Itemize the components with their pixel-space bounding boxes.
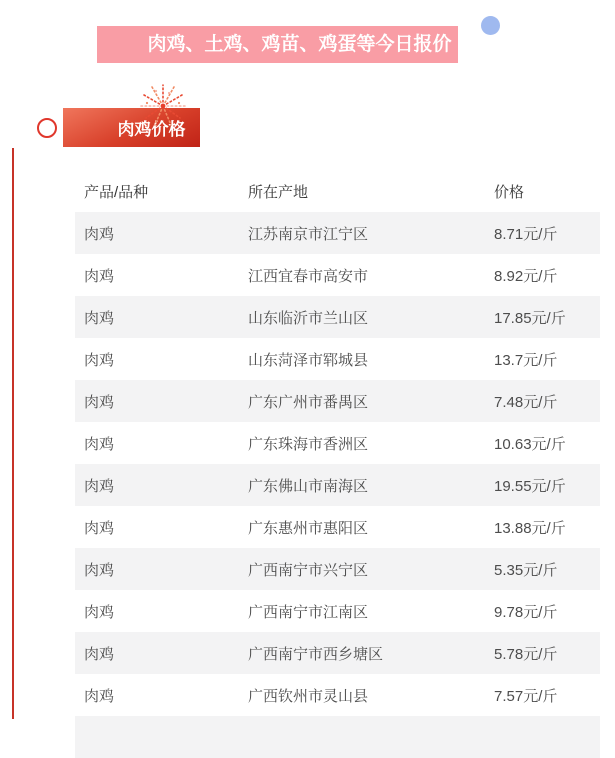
page-title: 肉鸡、土鸡、鸡苗、鸡蛋等今日报价 [147,34,452,55]
price-cell: 5.35元/斤 [494,561,558,579]
table-header-row [75,170,600,212]
table-row [75,422,600,464]
table-row [75,590,600,632]
price-cell: 13.88元/斤 [494,519,566,537]
price-cell: 13.7元/斤 [494,351,558,369]
table-row [75,296,600,338]
red-ring-decoration [37,118,57,138]
product-cell: 肉鸡 [84,393,115,411]
origin-cell: 广东佛山市南海区 [248,477,369,495]
origin-cell: 广西钦州市灵山县 [248,687,369,705]
table-row [75,380,600,422]
price-table [75,170,600,758]
table-row [75,464,600,506]
price-table-body [75,212,600,758]
column-header-product: 产品/品种 [84,183,149,201]
origin-cell: 广西南宁市西乡塘区 [248,645,384,663]
firework-icon [138,81,188,129]
product-cell: 肉鸡 [84,267,115,285]
product-cell: 肉鸡 [84,603,115,621]
origin-cell: 广东珠海市香洲区 [248,435,369,453]
table-row [75,338,600,380]
product-cell: 肉鸡 [84,561,115,579]
blue-dot-decoration [481,16,500,35]
table-row [75,506,600,548]
price-cell: 10.63元/斤 [494,435,566,453]
product-cell: 肉鸡 [84,309,115,327]
price-cell: 5.78元/斤 [494,645,558,663]
product-cell: 肉鸡 [84,645,115,663]
price-cell: 8.71元/斤 [494,225,558,243]
table-row [75,548,600,590]
price-cell: 9.78元/斤 [494,603,558,621]
origin-cell: 广西南宁市江南区 [248,603,369,621]
left-accent-line [12,148,14,719]
section-badge-label: 肉鸡价格 [117,120,186,139]
table-row-partial [75,716,600,758]
product-cell: 肉鸡 [84,477,115,495]
column-header-origin: 所在产地 [248,183,309,201]
price-cell: 8.92元/斤 [494,267,558,285]
origin-cell: 江苏南京市江宁区 [248,225,369,243]
price-cell: 7.57元/斤 [494,687,558,705]
product-cell: 肉鸡 [84,519,115,537]
product-cell: 肉鸡 [84,435,115,453]
column-header-price: 价格 [494,183,525,201]
origin-cell: 广西南宁市兴宁区 [248,561,369,579]
table-row [75,254,600,296]
origin-cell: 江西宜春市高安市 [248,267,369,285]
product-cell: 肉鸡 [84,351,115,369]
origin-cell: 广东广州市番禺区 [248,393,369,411]
price-cell: 7.48元/斤 [494,393,558,411]
table-row [75,212,600,254]
table-row [75,632,600,674]
origin-cell: 广东惠州市惠阳区 [248,519,369,537]
origin-cell: 山东菏泽市郓城县 [248,351,369,369]
price-cell: 19.55元/斤 [494,477,566,495]
product-cell: 肉鸡 [84,687,115,705]
page-title-banner [97,26,458,63]
price-cell: 17.85元/斤 [494,309,566,327]
table-row [75,674,600,716]
origin-cell: 山东临沂市兰山区 [248,309,369,327]
product-cell: 肉鸡 [84,225,115,243]
